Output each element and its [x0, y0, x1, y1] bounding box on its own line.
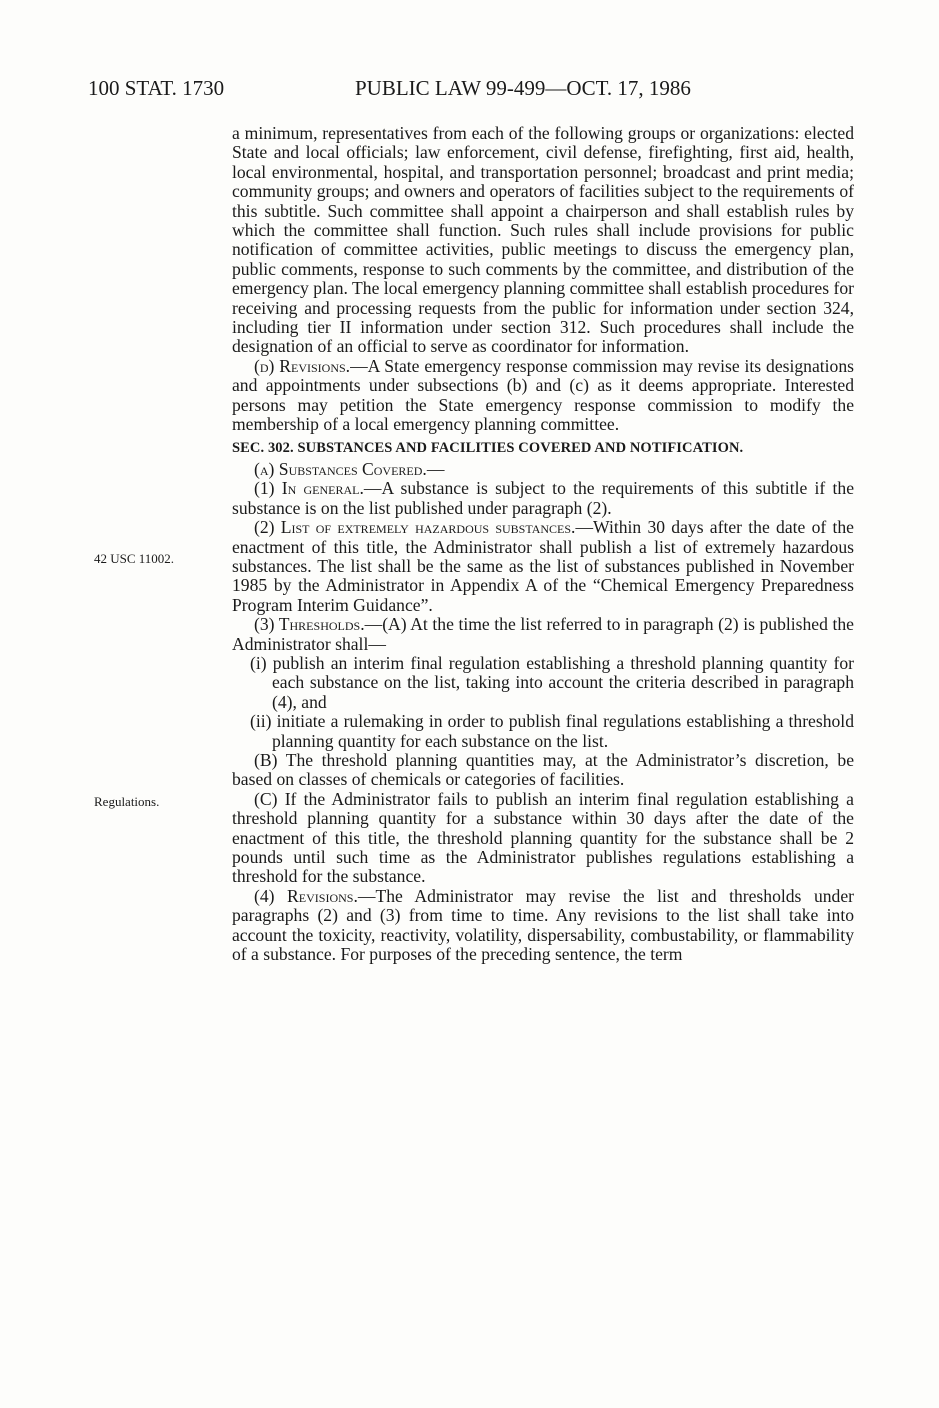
paragraph-a2-text: Within 30 days after the date of the enactment of this title, the Administrator shall publish a list of extremely hazardous substances. The list shall be the same as the list of substances published in November 1985 by the Administrator in Appendix A of the “Chemical Emergency Preparedness Program Interim Guidance”.: [232, 517, 854, 615]
page-reference: 100 STAT. 1730: [88, 76, 225, 100]
subsection-a-heading: [232, 460, 854, 479]
paragraph-a4-text: The Administrator may revise the list and thresholds under paragraphs (2) and (3) from time to time. Any revisions to the list shall take into account the toxicity, reactivity, volatility, dispersability, combustability, or flammability of a substance. For purposes of the preceding sentence, the term: [232, 885, 855, 965]
clause-a3-ii: (ii) initiate a rulemaking in order to publish final regulations establishing a threshold planning quantity for each substance on the list.: [250, 711, 854, 751]
paragraph-a2: [232, 518, 854, 615]
paragraph-a1-heading: (1) In general.—: [254, 478, 382, 499]
paragraph-a1: [232, 479, 854, 518]
subparagraph-a3-b: (B) The threshold planning quantities may, at the Administrator’s discretion, be based on classes of chemicals or categories of facilities.: [232, 750, 854, 790]
paragraph-a3-heading: (3) Thresholds.—: [254, 614, 383, 635]
law-title: PUBLIC LAW 99-499—OCT. 17, 1986: [355, 76, 691, 100]
margin-note-usc: 42 USC 11002.: [94, 551, 175, 566]
margin-note-regulations: Regulations.: [94, 794, 160, 809]
paragraph-a3: [232, 615, 854, 654]
subparagraph-a3-c: (C) If the Administrator fails to publish an interim final regulation establishing a threshold planning quantity for a substance within 30 days after the date of the enactment of this title, the threshold planning quantity for the substance shall be 2 pounds until such time as the Administrator publishes regulations establishing a threshold for the substance.: [232, 788, 854, 887]
section-heading: SEC. 302. SUBSTANCES AND FACILITIES COVERED AND NOTIFICATION.: [232, 439, 744, 456]
subsection-d-text: A State emergency response commission may revise its designations and appointments under subsections (b) and (c) as it deems appropriate. Interested persons may petition the State emergency response commission to modify the membership of a local emergency planning committee.: [232, 355, 854, 435]
subsection-d: [232, 357, 854, 435]
paragraph-a2-heading: (2) List of extremely hazardous substances.—: [254, 517, 594, 538]
paragraph-continuation: a minimum, representatives from each of the following groups or organizations: elected State and local officials; law enforcement, civil defense, firefighting, first aid, health, local environmental, hospital, and transportation personnel; broadcast and print media; community groups; and owners and operators of facilities subject to the requirements of this subtitle. Such committee shall appoint a chairperson and shall establish rules by which the committee shall function. Such rules shall include provisions for public notification of committee activities, public meetings to discuss the emergency plan, public comments, response to such comments by the committee, and distribution of the emergency plan. The local emergency planning committee shall establish procedures for receiving and processing requests from the public for information under section 324, including tier II information under section 312. Such procedures shall include the designation of an official to serve as coordinator for information.: [232, 123, 854, 357]
paragraph-a4-heading: (4) Revisions.—: [254, 885, 376, 906]
clause-a3-i: (i) publish an interim final regulation establishing a threshold planning quantity for each substance on the list, taking into account the criteria described in paragraph (4), and: [250, 652, 854, 712]
paragraph-a3-text: (A) At the time the list referred to in paragraph (2) is published the Administrator shall—: [232, 614, 854, 654]
subsection-a-heading-text: (a) Substances Covered.—: [254, 458, 445, 479]
paragraph-a1-text: A substance is subject to the requirements of this subtitle if the substance is on the list published under paragraph (2).: [232, 478, 854, 518]
subsection-d-heading: (d) Revisions.—: [254, 355, 368, 376]
page-header: [0, 76, 939, 106]
paragraph-a4: [232, 887, 854, 965]
body-column: [232, 124, 854, 964]
